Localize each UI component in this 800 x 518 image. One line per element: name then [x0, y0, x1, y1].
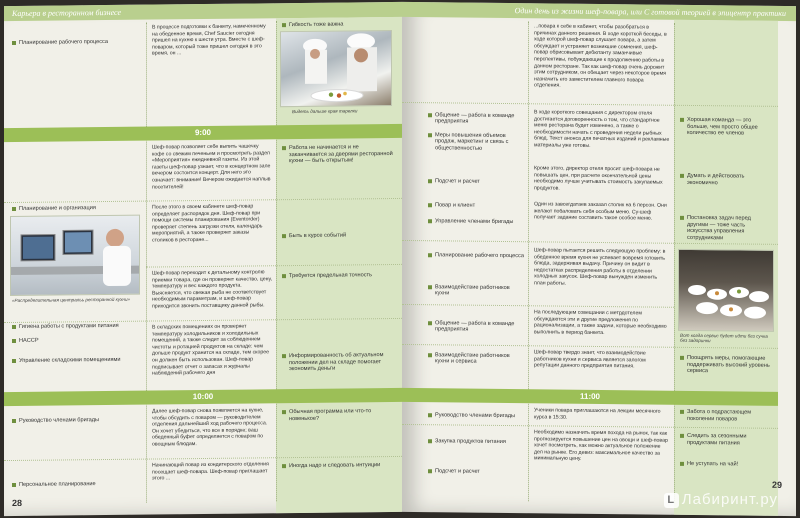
- timeline-item: Управление членами бригады: [428, 218, 524, 225]
- paragraph: В процессе подготовки к банкету, намеченному на обеденное время, Chef Saucier сегодня пришел на кухню к шести утра. Вместе с шеф-поваром, который тоже пришел сегодня в это время, он ...: [152, 23, 266, 57]
- timeline-item: Общение — работа в команде предприятия: [428, 112, 524, 126]
- note: Хорошая команда — это больше, чем просто общее количество ее членов: [680, 117, 772, 138]
- paragraph: Шеф-повар пытается решить следующую проблему: в обеденное время кухня не успевает вовремя готовить блюда, задерживая выдачу. Причину он видит в недостатках распределения работы в отделении холодных закусок. Шеф-повар вынужден изменить план работы.: [534, 247, 666, 287]
- timeline-item: Общение — работа в команде предприятия: [428, 320, 524, 334]
- note: Гибкость тоже важна: [282, 21, 394, 29]
- time-label: 10:00: [192, 391, 214, 402]
- timeline-item: Повар и клиент: [428, 202, 524, 209]
- right-page: [402, 2, 796, 516]
- watermark-text: Лабиринт.ру: [681, 491, 778, 508]
- left-running-header: Карьера в ресторанном бизнесе: [4, 2, 402, 21]
- paragraph: Один из завсегдатаев заказал столик на 6 персон. Они желают побаловать себя особым меню. Су-шеф получает задание составить такое особое меню.: [534, 201, 667, 222]
- timeline-item: Взаимодействие работников кухни: [428, 284, 524, 298]
- note: Информированность об актуальном положении дел на складе помогает экономить деньги: [282, 352, 394, 373]
- timeline-item: Планирование и организация: [12, 205, 142, 213]
- paragraph: В ходе короткого совещания с директором отеля достигается договоренность о том, что стандартное меню ресторана будет изменено, а также о необходимости начать с проведения недели рыбных блюд. Текст анонса для печатных изданий и рекламные материалы уже готовы.: [534, 109, 670, 149]
- note: Поощрять меры, помогающие поддерживать высокий уровень сервиса: [680, 355, 772, 376]
- right-running-header: Один день из жизни шеф-повара, или С готовой теорией в эпицентр практики: [402, 2, 796, 21]
- paragraph: После этого в своем кабинете шеф-повар определяет распорядок дня. Шеф-повар при помощи системы планирования (Eventorder) проверяет степень загрузки отеля, календарь мероприятий, а также проверяет заказы столиков в ресторане...: [152, 203, 263, 244]
- timeline-item: Взаимодействие работников кухни и сервиса: [428, 352, 524, 366]
- paragraph: Ученики повара приглашаются на лекции месячного курса в 15:30.: [534, 407, 661, 421]
- photo-caption: Видеть дальше края тарелки: [292, 108, 358, 115]
- time-label: 11:00: [579, 391, 601, 402]
- note: Быть в курсе событий: [282, 232, 394, 240]
- timeline-item: HACCP: [12, 337, 142, 345]
- watermark-logo: [664, 491, 778, 508]
- left-page: [4, 2, 402, 516]
- note: Работа не начинается и не заканчивается за дверями ресторанной кухни — быть открытым!: [282, 144, 394, 165]
- kitchen-office-photo: [10, 215, 140, 296]
- photo-caption: Вот когда сервис будет идти без сучка без задоринки: [680, 332, 768, 344]
- paragraph: Далее шеф-повар снова появляется на кухне, чтобы обсудить с поваром — руководителем отделения дальнейший ход рабочего процесса. Он хочет убедиться, что все в порядке; ваш обеденный буфет определяется с поваром по овощным блюдам.: [152, 407, 268, 448]
- timeline-item: Гигиена работы с продуктами питания: [12, 323, 142, 331]
- time-label: 9:00: [194, 127, 211, 138]
- plates-photo: [678, 249, 774, 332]
- note: Не уступать на чай!: [680, 461, 772, 469]
- timeline-item: Подсчет и расчет: [428, 468, 524, 475]
- paragraph: Кроме этого, директор отеля просит шеф-повара не повышать цен, при расчете окончательной цены необходимо лучше учитывать стоимость закупаемых продуктов.: [534, 165, 663, 192]
- column-rule: [528, 21, 529, 501]
- note: Забота о подрастающем поколении поваров: [680, 409, 772, 423]
- note: Иногда надо и следовать интуиции: [282, 462, 394, 470]
- paragraph: В складских помещениях он проверяет температуру холодильников и холодильных помещений, а также следит за соблюдением чистоты и ротацией продуктов на складе: чем дольше продукт хранится на складе, тем скорее он должен быть использован. Шеф-повар подписывает отчет о запасах и журналы наблюдений рабочего дня: [152, 323, 270, 377]
- timeline-item: Подсчет и расчет: [428, 178, 524, 185]
- paragraph: Начинающий повар из кондитерского отделения посещает шеф-повара. Шеф-повар приглашает этого ...: [152, 461, 269, 482]
- note: Думать и действовать экономично: [680, 173, 772, 187]
- chefs-photo: [280, 30, 392, 107]
- timeline-item: Планирование рабочего процесса: [428, 252, 524, 259]
- timeline-item: Закупка продуктов питания: [428, 438, 524, 445]
- timeline-item: Управление складскими помещениями: [12, 357, 142, 365]
- timeline-item: Меры повышения объемов продаж, маркетинг и связь с общественностью: [428, 132, 524, 152]
- timeline-item: Планирование рабочего процесса: [12, 39, 142, 47]
- note: Обычная программа или что-то новенькое?: [282, 408, 394, 422]
- column-rule: [276, 21, 277, 501]
- paragraph: Шеф-повар позволяет себе выпить чашечку кофе со свежим печеньем и просмотреть раздел «Мероприятия» ежедневной газеты. Из этой газеты шеф-повар узнает, что в концертном зале вечером состоится концерт. Для него это означает: внимание! Вечером ожидается наплыв посетителей!: [152, 143, 271, 191]
- note: Требуется предельная точность: [282, 272, 394, 280]
- row-rule: [402, 304, 674, 308]
- note: Следить за сезонными продуктами питания: [680, 433, 772, 447]
- timeline-item: Персональное планирование: [12, 481, 142, 489]
- column-rule: [146, 23, 147, 503]
- paragraph: Шеф-повар твердо знает, что взаимодействие работников кухни и сервиса является залогом репутации данного предприятия питания.: [534, 349, 646, 370]
- paragraph: Шеф-повар переходит к детальному контролю приемки товара, где он проверяет качество, цену, температуру и вес каждого продукта. Выясняется, что свежая рыба не соответствует необходимым параметрам, и шеф-повар приходится звонить поставщику данной рыбы.: [152, 269, 272, 310]
- timeline-item: Руководство членами бригады: [12, 417, 142, 425]
- paragraph: На последующем совещании с метрдотелем обсуждаются эти и другие предложения по рационализации, а также задачи, которые необходимо выполнить в период банкета.: [534, 309, 667, 336]
- time-band-11: [402, 388, 778, 406]
- page-number: 28: [12, 497, 23, 509]
- photo-caption: «Распределительная центральь ресторанной кухни»: [12, 296, 131, 304]
- page-number: 29: [771, 479, 782, 490]
- paragraph: Необходимо назначить время похода на рынок, так как прогнозируется повышение цен на овощи и шеф-повар хочет посмотреть, как можно актуальное положение дел на рынке. Его девиз: максимальное качество за минимальную цену.: [534, 429, 668, 463]
- column-rule: [674, 23, 675, 503]
- labirint-logo-icon: L: [664, 493, 679, 508]
- paragraph: ...повара к себе в кабинет, чтобы разобраться в причинах данного решения. В ходе короткой беседы, в ходе которой шеф-повар слушает повара, а затем обсуждает и устраняет возникшие сомнения, шеф-повар обрисовывает дебютанту заманчивые перспективы, побуждающие к продолжению работы в данном ресторане. Так как шеф-повар очень дорожит этим сотрудником, он обещает через некоторое время назначить его заместителем главного повара отделения.: [534, 23, 667, 89]
- timeline-item: Руководство членами бригады: [428, 412, 524, 419]
- note: Постановка задач перед другими — тоже часть искусства управления сотрудниками: [680, 215, 772, 242]
